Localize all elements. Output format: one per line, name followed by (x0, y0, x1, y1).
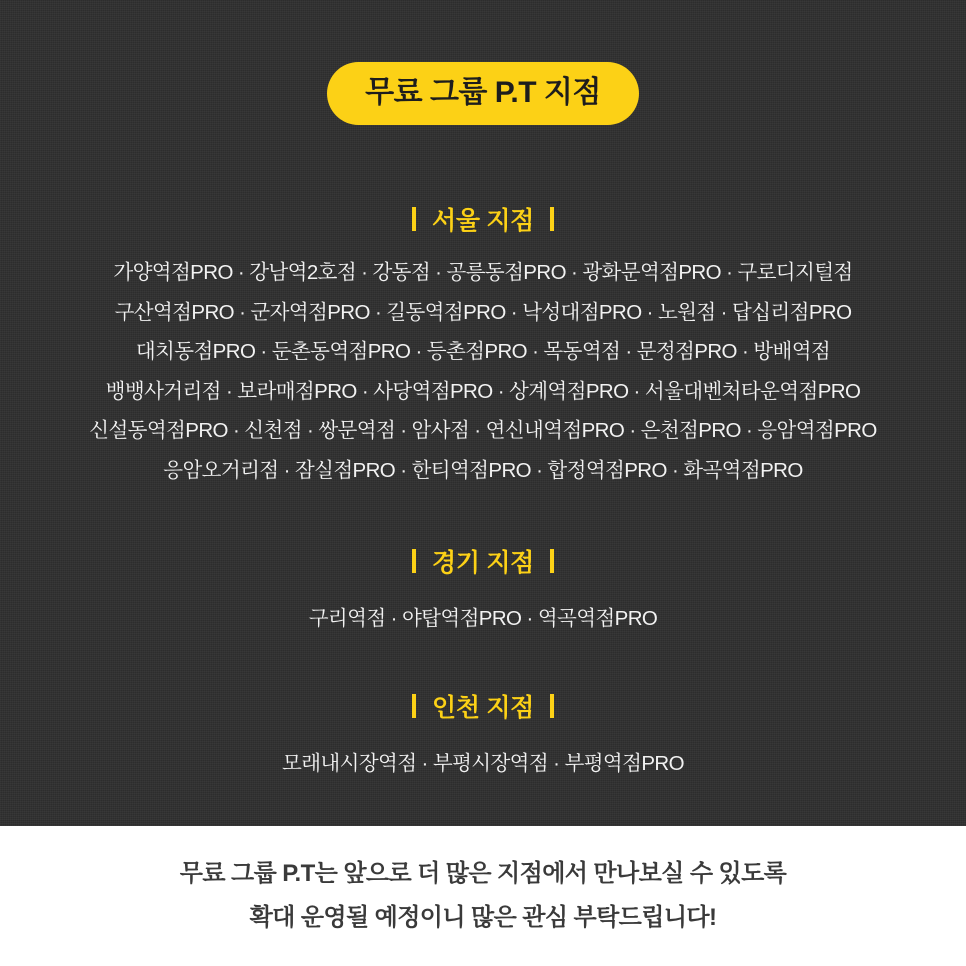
region-section-incheon (0, 688, 966, 775)
branch-line: 구산역점PRO · 군자역점PRO · 길동역점PRO · 낙성대점PRO · 노원점 · 답십리점PRO (114, 300, 852, 324)
branch-line: 구리역점 · 야탑역점PRO · 역곡역점PRO (308, 607, 658, 630)
title-pill-container (0, 62, 966, 125)
page-title: 무료 그룹 P.T 지점 (327, 62, 639, 125)
region-heading-incheon (0, 688, 966, 724)
branch-line: 대치동점PRO · 둔촌동역점PRO · 등촌점PRO · 목동역점 · 문정점PRO · 방배역점 (135, 340, 831, 363)
footer-line: 무료 그룹 P.T는 앞으로 더 많은 지점에서 만나보실 수 있도록 (179, 860, 787, 887)
heading-bar-left-icon (412, 207, 416, 231)
footer-line: 확대 운영될 예정이니 많은 관심 부탁드립니다! (249, 904, 717, 931)
region-heading-gyeonggi (0, 543, 966, 579)
region-heading-label: 인천 지점 (431, 693, 535, 722)
heading-bar-left-icon (412, 549, 416, 573)
branch-line-group-incheon (0, 751, 966, 775)
heading-bar-right-icon (550, 207, 554, 231)
footer-note (0, 826, 966, 966)
branch-line-group-gyeonggi (0, 609, 966, 630)
region-section-gyeonggi (0, 543, 966, 630)
region-section-seoul (0, 201, 966, 481)
branch-line-group-seoul (0, 263, 966, 481)
region-heading-label: 서울 지점 (431, 207, 535, 235)
branch-line: 뱅뱅사거리점 · 보라매점PRO · 사당역점PRO · 상계역점PRO · 서울대벤처타운역점PRO (105, 379, 861, 403)
heading-bar-right-icon (550, 549, 554, 573)
heading-bar-right-icon (550, 694, 554, 718)
branch-line: 모래내시장역점 · 부평시장역점 · 부평역점PRO (282, 751, 684, 775)
region-heading-seoul (0, 201, 966, 237)
branch-line: 신설동역점PRO · 신천점 · 쌍문역점 · 암사점 · 연신내역점PRO · 은천점PRO · 응암역점PRO (89, 419, 877, 442)
branch-line: 응암오거리점 · 잠실점PRO · 한티역점PRO · 합정역점PRO · 화곡역점PRO (163, 458, 803, 482)
branch-line: 가양역점PRO · 강남역2호점 · 강동점 · 공릉동점PRO · 광화문역점PRO · 구로디지털점 (113, 261, 853, 284)
heading-bar-left-icon (412, 694, 416, 718)
region-heading-label: 경기 지점 (431, 549, 535, 577)
